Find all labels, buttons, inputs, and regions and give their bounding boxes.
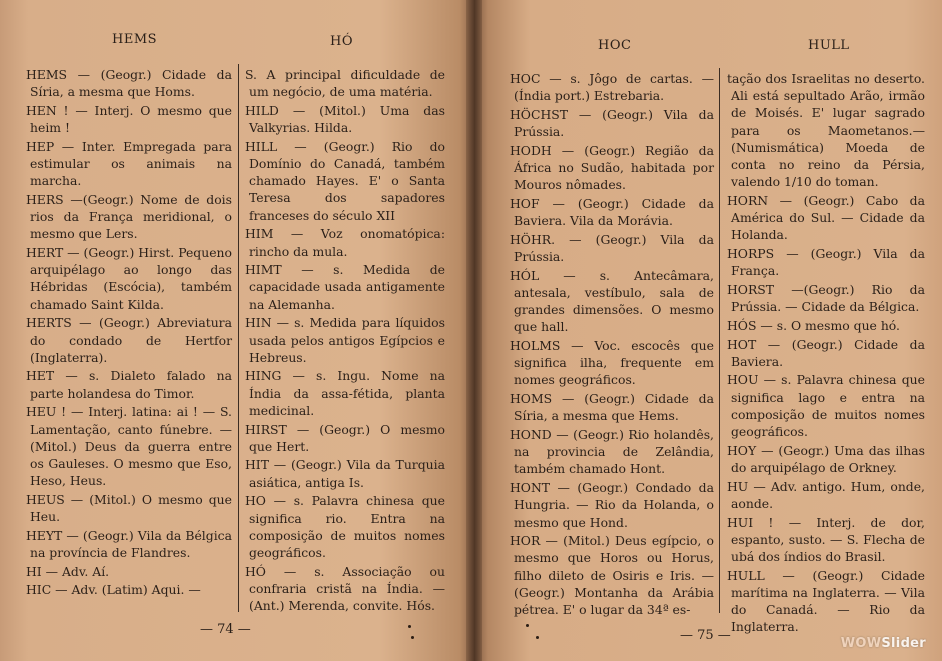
entry-horn: HORN — (Geogr.) Cabo da América do Sul. — Cidade da Holanda. (727, 192, 925, 243)
watermark-part-2: Slider (881, 636, 926, 651)
ink-speck (411, 636, 414, 639)
left-page-header-right: HÓ (330, 34, 353, 49)
right-page-column-rule (719, 68, 720, 613)
right-page-header-left: HOC (598, 38, 632, 53)
entry-hems: HEMS — (Geogr.) Cidade da Síria, a mesma que Homs. (26, 67, 232, 100)
entry-hor-cont: tação dos Israelitas no deserto. Ali está sepultado Arão, irmão de Moisés. E' lugar sagrado para os Maometanos.— (Numismática) Moeda de conta no reino da Pérsia, valendo 1/10 do toman. (727, 71, 925, 190)
right-page-column-1 (510, 70, 714, 620)
entry-homs: HOMS — (Geogr.) Cidade da Síria, a mesma que Hems. (510, 391, 714, 424)
entry-herts: HERTS — (Geogr.) Abreviatura do condado de Hertfor (Inglaterra). (26, 315, 232, 365)
left-page-column-1 (26, 66, 232, 600)
entry-horst: HORST —(Geogr.) Rio da Prússia. — Cidade da Bélgica. (727, 281, 925, 315)
entry-hor: HOR — (Mitol.) Deus egípcio, o mesmo que Horos ou Horus, filho dileto de Osiris e Iris. — (Geogr.) Montanha da Arábia pétrea. E' o lugar da 34ª es- (510, 533, 714, 618)
right-page-folio: — 75 — (680, 628, 731, 643)
book-gutter (466, 0, 482, 661)
entry-hic-cont: S. A principal dificuldade de um negócio, de uma matéria. (245, 67, 445, 100)
entry-ho: HO — s. Palavra chinesa que significa rio. Entra na composição de muitos nomes geográficos. (245, 493, 445, 560)
entry-hild: HILD — (Mitol.) Uma das Valkyrias. Hilda. (245, 102, 445, 136)
entry-het: HET — s. Dialeto falado na parte holandesa do Timor. (26, 368, 232, 401)
entry-hoc: HOC — s. Jôgo de cartas. — (Índia port.) Estrebaria. (510, 71, 714, 104)
entry-heyt: HEYT — (Geogr.) Vila da Bélgica na província de Flandres. (26, 527, 232, 560)
entry-hond: HOND — (Geogr.) Rio holandês, na provincia de Zelândia, também chamado Hont. (510, 427, 714, 477)
entry-hont: HONT — (Geogr.) Condado da Hungria. — Rio da Holanda, o mesmo que Hond. (510, 480, 714, 530)
entry-hirst: HIRST — (Geogr.) O mesmo que Hert. (245, 421, 445, 454)
entry-hohr: HÖHR. — (Geogr.) Vila da Prússia. (510, 231, 714, 265)
right-page (474, 0, 942, 661)
entry-him: HIM — Voz onomatópica: rincho da mula. (245, 226, 445, 259)
entry-heus: HEUS — (Mitol.) O mesmo que Heu. (26, 491, 232, 525)
entry-heu: HEU ! — Interj. latina: ai ! — S. Lamentação, canto fúnebre. — (Mitol.) Deus da guerra entre os Gauleses. O mesmo que Eso, Heso, Heus. (26, 404, 232, 489)
entry-hui: HUI ! — Interj. de dor, espanto, susto. — S. Flecha de ubá dos índios do Brasil. (727, 514, 925, 564)
entry-hers: HERS —(Geogr.) Nome de dois rios da França meridional, o mesmo que Lers. (26, 191, 232, 242)
right-page-column-2 (727, 70, 925, 637)
entry-hochst: HÖCHST — (Geogr.) Vila da Prússia. (510, 106, 714, 140)
entry-hep: HEP — Inter. Empregada para estimular os animais na marcha. (26, 138, 232, 189)
entry-ho-accent: HÓ — s. Associação ou confraria cristã na Índia. — (Ant.) Merenda, convite. Hós. (245, 563, 445, 614)
right-page-header-right: HULL (808, 38, 850, 53)
entry-hou: HOU — s. Palavra chinesa que significa lago e entra na composição de muitos nomes geográficos. (727, 372, 925, 440)
entry-horps: HORPS — (Geogr.) Vila da França. (727, 246, 925, 279)
watermark-logo (841, 636, 926, 651)
ink-speck (408, 625, 411, 628)
entry-hin: HIN — s. Medida para líquidos usada pelos antigos Egípcios e Hebreus. (245, 315, 445, 365)
entry-hit: HIT — (Geogr.) Vila da Turquia asiática, antiga Is. (245, 457, 445, 490)
watermark-part-1: WOW (840, 636, 882, 651)
entry-hu: HU — Adv. antigo. Hum, onde, aonde. (727, 478, 925, 511)
entry-hos: HÓS — s. O mesmo que hó. (727, 317, 900, 333)
ink-speck (536, 636, 539, 639)
entry-hot: HOT — (Geogr.) Cidade da Baviera. (727, 336, 925, 369)
left-page-column-rule (238, 64, 239, 612)
left-page-header-left: HEMS (112, 32, 158, 47)
entry-holms: HOLMS — Voc. escocês que significa ilha, frequente em nomes geográficos. (510, 338, 714, 388)
entry-hic: HIC — Adv. (Latim) Aqui. — (26, 582, 201, 598)
entry-hof: HOF — (Geogr.) Cidade da Baviera. Vila da Morávia. (510, 195, 714, 229)
entry-hen: HEN ! — Interj. O mesmo que heim ! (26, 102, 232, 136)
left-page-column-2 (245, 66, 445, 616)
entry-hill: HILL — (Geogr.) Rio do Domínio do Canadá, também chamado Hayes. E' o Santa Teresa dos sapadores franceses do século XII (245, 138, 445, 223)
entry-hert: HERT — (Geogr.) Hirst. Pequeno arquipélago ao longo das Hébridas (Escócia), também chamado Saint Kilda. (26, 245, 232, 312)
entry-hi: HI — Adv. Aí. (26, 563, 110, 579)
left-page-folio: — 74 — (200, 622, 251, 637)
entry-hol: HÓL — s. Antecâmara, antesala, vestíbulo, sala de grandes dimensões. O mesmo que hall. (510, 267, 714, 335)
entry-himt: HIMT — s. Medida de capacidade usada antigamente na Alemanha. (245, 262, 445, 312)
entry-hing: HING — s. Ingu. Nome na Índia da assa-fétida, planta medicinal. (245, 368, 445, 418)
entry-hodh: HODH — (Geogr.) Região da África no Sudão, habitada por Mouros nômades. (510, 142, 714, 193)
entry-hoy: HOY — (Geogr.) Uma das ilhas do arquipélago de Orkney. (727, 442, 925, 475)
entry-hull: HULL — (Geogr.) Cidade marítima na Inglaterra. — Vila do Canadá. — Rio da Inglaterra. (727, 567, 925, 635)
ink-speck (526, 624, 529, 627)
